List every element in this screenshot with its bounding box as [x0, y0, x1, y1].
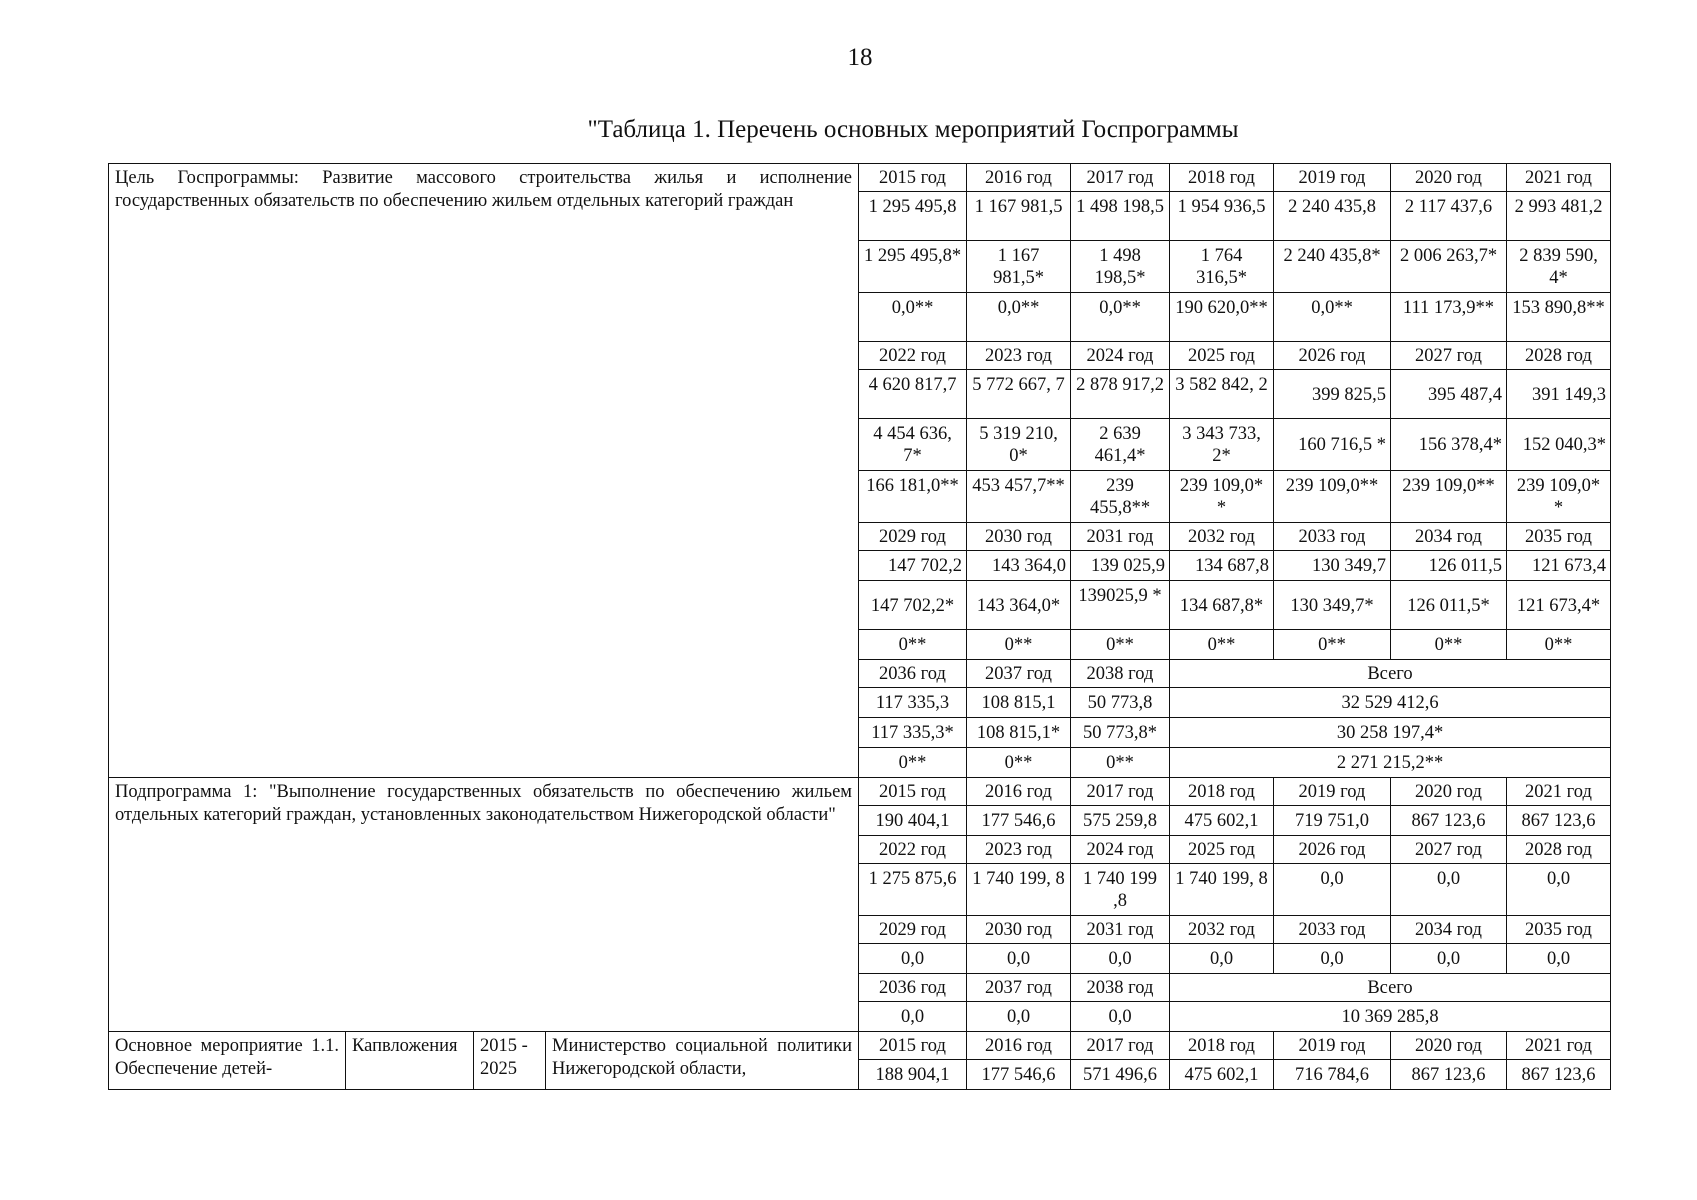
year-header: 2018 год	[1170, 1032, 1274, 1060]
table-title: "Таблица 1. Перечень основных мероприятий Госпрограммы	[587, 116, 1239, 143]
value-cell: 0,0	[1507, 864, 1611, 916]
value-cell: 0,0	[859, 1002, 967, 1032]
value-cell: 134 687,8	[1170, 551, 1274, 581]
subprogram-label: Подпрограмма 1: "Выполнение государственных обязательств по обеспечению жильем отдельных категорий граждан, установленных законодательством Нижегородской области"	[109, 778, 859, 1032]
year-header: 2029 год	[859, 916, 967, 944]
value-cell: 0**	[967, 748, 1071, 778]
value-cell: 239 455,8**	[1071, 471, 1170, 523]
value-cell: 3 582 842, 2	[1170, 370, 1274, 419]
total-cell: 10 369 285,8	[1170, 1002, 1611, 1032]
value-cell: 475 602,1	[1170, 1060, 1274, 1090]
value-cell: 130 349,7	[1274, 551, 1391, 581]
value-cell: 177 546,6	[967, 806, 1071, 836]
value-cell: 108 815,1*	[967, 718, 1071, 748]
value-cell: 239 109,0**	[1274, 471, 1391, 523]
value-cell: 475 602,1	[1170, 806, 1274, 836]
year-header: 2015 год	[859, 778, 967, 806]
year-header: 2015 год	[859, 1032, 967, 1060]
total-cell: 30 258 197,4*	[1170, 718, 1611, 748]
year-header: 2018 год	[1170, 778, 1274, 806]
value-cell: 239 109,0* *	[1507, 471, 1611, 523]
year-header: 2017 год	[1071, 164, 1170, 192]
measure-period: 2015 - 2025	[474, 1032, 546, 1090]
year-header: 2021 год	[1507, 778, 1611, 806]
value-cell: 0,0	[1507, 944, 1611, 974]
year-header: 2037 год	[967, 660, 1071, 688]
year-header: 2016 год	[967, 164, 1071, 192]
value-cell: 2 117 437,6	[1391, 192, 1507, 241]
value-cell: 2 240 435,8	[1274, 192, 1391, 241]
year-header: 2021 год	[1507, 1032, 1611, 1060]
value-cell: 2 878 917,2	[1071, 370, 1170, 419]
year-header: 2023 год	[967, 342, 1071, 370]
value-cell: 0,0	[967, 944, 1071, 974]
value-cell: 2 240 435,8*	[1274, 241, 1391, 293]
value-cell: 5 772 667, 7	[967, 370, 1071, 419]
table-row	[109, 164, 1611, 192]
value-cell: 1 498 198,5*	[1071, 241, 1170, 293]
value-cell: 139025,9 *	[1071, 581, 1170, 630]
value-cell: 453 457,7**	[967, 471, 1071, 523]
value-cell: 152 040,3*	[1507, 419, 1611, 471]
value-cell: 0,0	[1274, 864, 1391, 916]
value-cell: 0**	[1391, 630, 1507, 660]
year-header: 2027 год	[1391, 342, 1507, 370]
value-cell: 1 740 199, 8	[1170, 864, 1274, 916]
value-cell: 1 167 981,5	[967, 192, 1071, 241]
value-cell: 571 496,6	[1071, 1060, 1170, 1090]
page-number: 18	[847, 44, 873, 71]
year-header: 2018 год	[1170, 164, 1274, 192]
value-cell: 126 011,5*	[1391, 581, 1507, 630]
value-cell: 143 364,0*	[967, 581, 1071, 630]
value-cell: 134 687,8*	[1170, 581, 1274, 630]
value-cell: 716 784,6	[1274, 1060, 1391, 1090]
value-cell: 0,0	[1170, 944, 1274, 974]
year-header: 2022 год	[859, 836, 967, 864]
table-row	[109, 1032, 1611, 1060]
year-header: 2025 год	[1170, 342, 1274, 370]
value-cell: 111 173,9**	[1391, 293, 1507, 342]
total-header: Всего	[1170, 660, 1611, 688]
value-cell: 719 751,0	[1274, 806, 1391, 836]
year-header: 2028 год	[1507, 836, 1611, 864]
year-header: 2022 год	[859, 342, 967, 370]
value-cell: 867 123,6	[1391, 1060, 1507, 1090]
year-header: 2031 год	[1071, 916, 1170, 944]
value-cell: 0,0	[1391, 864, 1507, 916]
value-cell: 190 404,1	[859, 806, 967, 836]
value-cell: 2 006 263,7*	[1391, 241, 1507, 293]
value-cell: 1 954 936,5	[1170, 192, 1274, 241]
value-cell: 188 904,1	[859, 1060, 967, 1090]
value-cell: 239 109,0**	[1391, 471, 1507, 523]
value-cell: 0,0**	[1071, 293, 1170, 342]
year-header: 2037 год	[967, 974, 1071, 1002]
year-header: 2032 год	[1170, 523, 1274, 551]
value-cell: 139 025,9	[1071, 551, 1170, 581]
measure-type: Капвложения	[346, 1032, 474, 1090]
value-cell: 0,0**	[1274, 293, 1391, 342]
year-header: 2036 год	[859, 660, 967, 688]
year-header: 2024 год	[1071, 342, 1170, 370]
value-cell: 867 123,6	[1391, 806, 1507, 836]
table-body	[109, 164, 1611, 1090]
table-row	[109, 778, 1611, 806]
year-header: 2021 год	[1507, 164, 1611, 192]
value-cell: 117 335,3*	[859, 718, 967, 748]
value-cell: 147 702,2*	[859, 581, 967, 630]
value-cell: 867 123,6	[1507, 1060, 1611, 1090]
year-header: 2033 год	[1274, 523, 1391, 551]
value-cell: 4 620 817,7	[859, 370, 967, 419]
value-cell: 395 487,4	[1391, 370, 1507, 419]
year-header: 2031 год	[1071, 523, 1170, 551]
year-header: 2032 год	[1170, 916, 1274, 944]
year-header: 2019 год	[1274, 778, 1391, 806]
value-cell: 2 839 590, 4*	[1507, 241, 1611, 293]
value-cell: 166 181,0**	[859, 471, 967, 523]
year-header: 2029 год	[859, 523, 967, 551]
year-header: 2019 год	[1274, 164, 1391, 192]
value-cell: 575 259,8	[1071, 806, 1170, 836]
year-header: 2028 год	[1507, 342, 1611, 370]
value-cell: 1 740 199, 8	[967, 864, 1071, 916]
value-cell: 1 764 316,5*	[1170, 241, 1274, 293]
year-header: 2034 год	[1391, 523, 1507, 551]
year-header: 2017 год	[1071, 1032, 1170, 1060]
measures-table	[108, 163, 1611, 1090]
value-cell: 0,0	[967, 1002, 1071, 1032]
measure-name: Основное мероприятие 1.1. Обеспечение детей-	[109, 1032, 346, 1090]
value-cell: 0,0	[859, 944, 967, 974]
year-header: 2034 год	[1391, 916, 1507, 944]
year-header: 2025 год	[1170, 836, 1274, 864]
year-header: 2015 год	[859, 164, 967, 192]
value-cell: 160 716,5 *	[1274, 419, 1391, 471]
value-cell: 0,0**	[967, 293, 1071, 342]
value-cell: 0**	[967, 630, 1071, 660]
value-cell: 0**	[1170, 630, 1274, 660]
year-header: 2020 год	[1391, 164, 1507, 192]
value-cell: 4 454 636, 7*	[859, 419, 967, 471]
year-header: 2024 год	[1071, 836, 1170, 864]
year-header: 2016 год	[967, 778, 1071, 806]
value-cell: 0,0	[1391, 944, 1507, 974]
value-cell: 2 993 481,2	[1507, 192, 1611, 241]
year-header: 2036 год	[859, 974, 967, 1002]
value-cell: 50 773,8*	[1071, 718, 1170, 748]
value-cell: 121 673,4*	[1507, 581, 1611, 630]
year-header: 2033 год	[1274, 916, 1391, 944]
year-header: 2020 год	[1391, 778, 1507, 806]
value-cell: 867 123,6	[1507, 806, 1611, 836]
value-cell: 0,0	[1071, 1002, 1170, 1032]
value-cell: 1 167 981,5*	[967, 241, 1071, 293]
value-cell: 399 825,5	[1274, 370, 1391, 419]
value-cell: 0**	[1071, 748, 1170, 778]
total-header: Всего	[1170, 974, 1611, 1002]
year-header: 2027 год	[1391, 836, 1507, 864]
value-cell: 391 149,3	[1507, 370, 1611, 419]
value-cell: 1 740 199 ,8	[1071, 864, 1170, 916]
value-cell: 190 620,0**	[1170, 293, 1274, 342]
value-cell: 239 109,0* *	[1170, 471, 1274, 523]
total-cell: 2 271 215,2**	[1170, 748, 1611, 778]
value-cell: 130 349,7*	[1274, 581, 1391, 630]
year-header: 2016 год	[967, 1032, 1071, 1060]
year-header: 2023 год	[967, 836, 1071, 864]
value-cell: 147 702,2	[859, 551, 967, 581]
value-cell: 5 319 210, 0*	[967, 419, 1071, 471]
value-cell: 0**	[859, 748, 967, 778]
value-cell: 50 773,8	[1071, 688, 1170, 718]
year-header: 2026 год	[1274, 342, 1391, 370]
year-header: 2035 год	[1507, 916, 1611, 944]
value-cell: 1 498 198,5	[1071, 192, 1170, 241]
value-cell: 108 815,1	[967, 688, 1071, 718]
year-header: 2017 год	[1071, 778, 1170, 806]
total-cell: 32 529 412,6	[1170, 688, 1611, 718]
value-cell: 0,0	[1071, 944, 1170, 974]
value-cell: 0,0**	[859, 293, 967, 342]
year-header: 2038 год	[1071, 660, 1170, 688]
value-cell: 0**	[859, 630, 967, 660]
value-cell: 126 011,5	[1391, 551, 1507, 581]
value-cell: 156 378,4*	[1391, 419, 1507, 471]
year-header: 2035 год	[1507, 523, 1611, 551]
value-cell: 143 364,0	[967, 551, 1071, 581]
value-cell: 1 295 495,8*	[859, 241, 967, 293]
value-cell: 117 335,3	[859, 688, 967, 718]
year-header: 2019 год	[1274, 1032, 1391, 1060]
year-header: 2030 год	[967, 916, 1071, 944]
value-cell: 3 343 733, 2*	[1170, 419, 1274, 471]
value-cell: 2 639 461,4*	[1071, 419, 1170, 471]
measure-executor: Министерство социальной политики Нижегородской области,	[546, 1032, 859, 1090]
value-cell: 121 673,4	[1507, 551, 1611, 581]
value-cell: 153 890,8**	[1507, 293, 1611, 342]
year-header: 2030 год	[967, 523, 1071, 551]
year-header: 2020 год	[1391, 1032, 1507, 1060]
year-header: 2026 год	[1274, 836, 1391, 864]
value-cell: 0**	[1507, 630, 1611, 660]
value-cell: 0**	[1071, 630, 1170, 660]
value-cell: 1 275 875,6	[859, 864, 967, 916]
value-cell: 1 295 495,8	[859, 192, 967, 241]
value-cell: 0,0	[1274, 944, 1391, 974]
goal-label: Цель Госпрограммы: Развитие массового строительства жилья и исполнение государственных обязательств по обеспечению жильем отдельных категорий граждан	[109, 164, 859, 778]
year-header: 2038 год	[1071, 974, 1170, 1002]
value-cell: 177 546,6	[967, 1060, 1071, 1090]
value-cell: 0**	[1274, 630, 1391, 660]
